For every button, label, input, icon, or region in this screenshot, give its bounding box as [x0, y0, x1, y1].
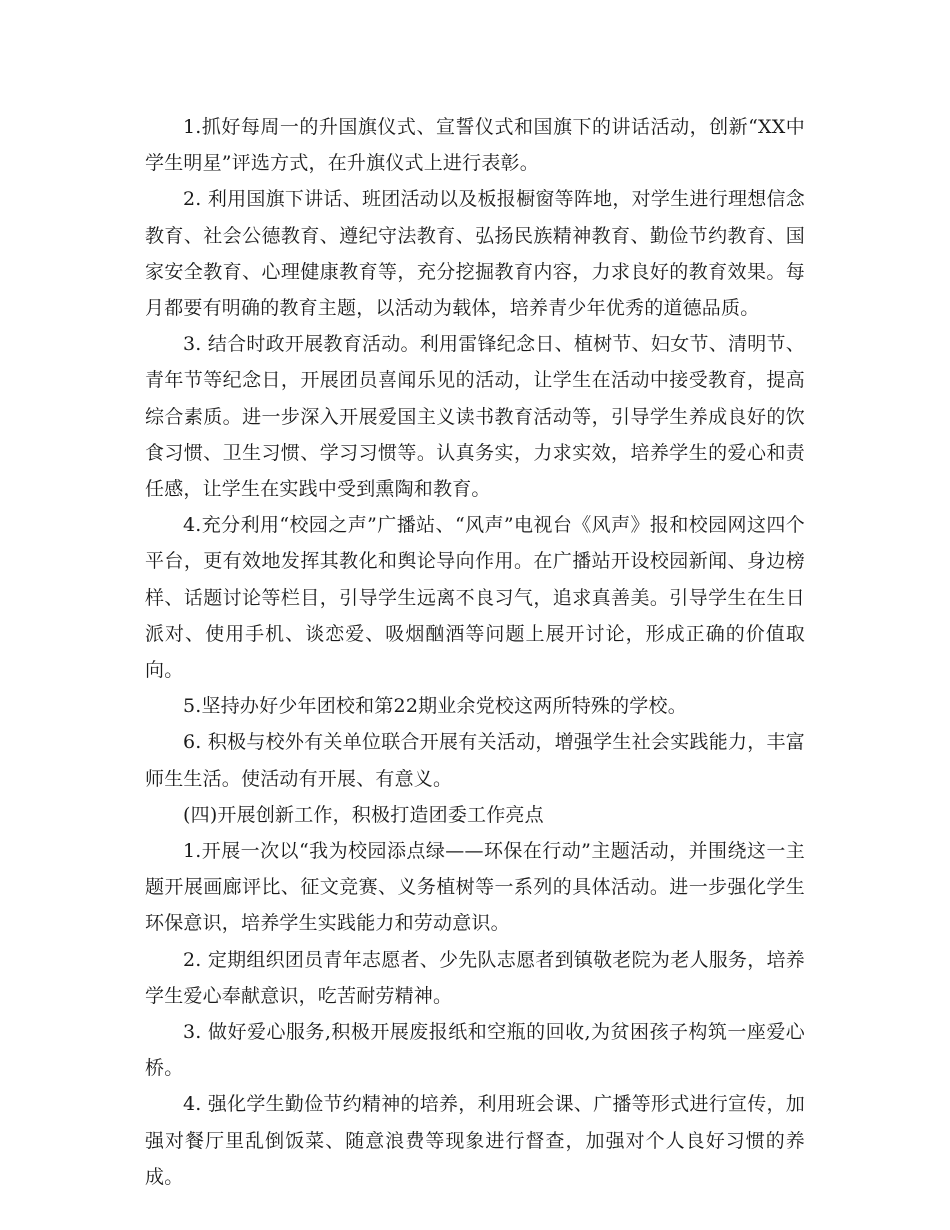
paragraph-4: 4.充分利用“校园之声”广播站、“风声”电视台《风声》报和校园网这四个平台，更有效地发挥其教化和舆论导向作用。在广播站开设校园新闻、身边榜样、话题讨论等栏目，引导学生远离不良习气，追求真善美。引导学生在生日派对、使用手机、谈恋爱、吸烟酗酒等问题上展开讨论，形成正确的价值取向。: [145, 514, 805, 682]
paragraph-1: 1.抓好每周一的升国旗仪式、宣誓仪式和国旗下的讲话活动，创新“XX中学生明星”评选方式，在升旗仪式上进行表彰。: [145, 116, 805, 175]
document-body: [145, 109, 805, 1195]
paragraph-3: 3. 结合时政开展教育活动。利用雷锋纪念日、植树节、妇女节、清明节、青年节等纪念日，开展团员喜闻乐见的活动，让学生在活动中接受教育，提高综合素质。进一步深入开展爱国主义读书教育活动等，引导学生养成良好的饮食习惯、卫生习惯、学习习惯等。认真务实，力求实效，培养学生的爱心和责任感，让学生在实践中受到熏陶和教育。: [145, 333, 805, 501]
paragraph-7: 1.开展一次以“我为校园添点绿——环保在行动”主题活动，并围绕这一主题开展画廊评比、征文竞赛、义务植树等一系列的具体活动。进一步强化学生环保意识，培养学生实践能力和劳动意识。: [145, 840, 805, 935]
paragraph-6: 6. 积极与校外有关单位联合开展有关活动，增强学生社会实践能力，丰富师生生活。使活动有开展、有意义。: [145, 731, 805, 790]
paragraph-8: 2. 定期组织团员青年志愿者、少先队志愿者到镇敬老院为老人服务，培养学生爱心奉献意识，吃苦耐劳精神。: [145, 948, 805, 1007]
paragraph-5: 5.坚持办好少年团校和第22期业余党校这两所特殊的学校。: [183, 695, 687, 718]
paragraph-9: 3. 做好爱心服务,积极开展废报纸和空瓶的回收,为贫困孩子构筑一座爱心桥。: [145, 1021, 805, 1080]
paragraph-10: 4. 强化学生勤俭节约精神的培养，利用班会课、广播等形式进行宣传，加强对餐厅里乱倒饭菜、随意浪费等现象进行督查，加强对个人良好习惯的养成。: [145, 1093, 805, 1188]
paragraph-2: 2. 利用国旗下讲话、班团活动以及板报橱窗等阵地，对学生进行理想信念教育、社会公德教育、遵纪守法教育、弘扬民族精神教育、勤俭节约教育、国家安全教育、心理健康教育等，充分挖掘教育内容，力求良好的教育效果。每月都要有明确的教育主题，以活动为载体，培养青少年优秀的道德品质。: [145, 188, 805, 320]
section-heading: (四)开展创新工作，积极打造团委工作亮点: [183, 803, 544, 826]
